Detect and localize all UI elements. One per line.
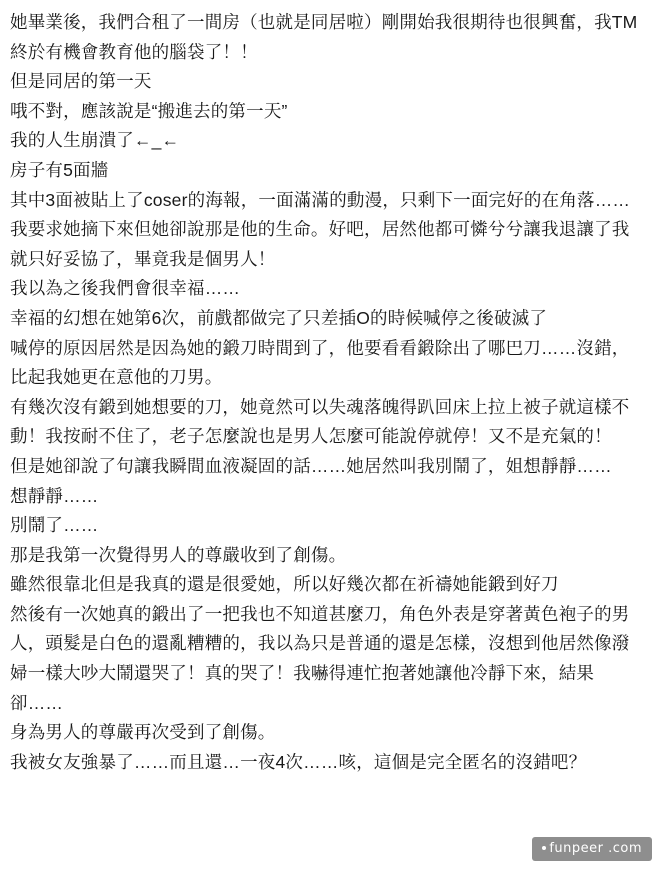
paragraph: 喊停的原因居然是因為她的鍛刀時間到了，他要看看鍛除出了哪巴刀……沒錯，比起我她更在意他的刀男。	[10, 337, 630, 388]
watermark-dot-icon	[542, 846, 546, 850]
paragraph: 雖然很靠北但是我真的還是很愛她，所以好幾次都在祈禱她能鍛到好刀	[10, 574, 559, 595]
paragraph: 我以為之後我們會很幸福……	[10, 278, 241, 299]
paragraph: 那是我第一次覺得男人的尊嚴收到了創傷。	[10, 544, 347, 565]
paragraph: 我被女友強暴了……而且還…一夜4次……咳，這個是完全匿名的沒錯吧？	[10, 751, 587, 772]
paragraph: 我的人生崩潰了←_←	[10, 130, 180, 151]
paragraph: 別鬧了……	[10, 515, 99, 536]
paragraph: 然後有一次她真的鍛出了一把我也不知道甚麼刀，角色外表是穿著黃色袍子的男人，頭髮是白色的還亂糟糟的，我以為只是普通的還是怎樣，沒想到他居然像潑婦一樣大吵大鬧還哭了！真的哭了！我嚇得連忙抱著她讓他冷靜下來，結果卻……	[10, 603, 630, 713]
paragraph: 身為男人的尊嚴再次受到了創傷。	[10, 722, 276, 743]
paragraph: 但是同居的第一天	[10, 71, 152, 92]
paragraph: 想靜靜……	[10, 485, 99, 506]
paragraph: 她畢業後，我們合租了一間房（也就是同居啦）剛開始我很期待也很興奮，我TM終於有機會教育他的腦袋了！！	[10, 12, 638, 62]
paragraph: 有幾次沒有鍛到她想要的刀，她竟然可以失魂落魄得趴回床上拉上被子就這樣不動！我按耐不住了，老子怎麼說也是男人怎麼可能說停就停！又不是充氣的！	[10, 396, 630, 447]
watermark-badge	[532, 837, 652, 861]
paragraph: 但是她卻說了句讓我瞬間血液凝固的話……她居然叫我別鬧了，姐想靜靜……	[10, 455, 612, 476]
paragraph: 幸福的幻想在她第6次，前戲都做完了只差插O的時候喊停之後破滅了	[10, 307, 548, 328]
paragraph: 其中3面被貼上了coser的海報，一面滿滿的動漫，只剩下一面完好的在角落……	[10, 189, 631, 210]
paragraph: 我要求她摘下來但她卻說那是他的生命。好吧，居然他都可憐兮兮讓我退讓了我就只好妥協了，畢竟我是個男人！	[10, 219, 630, 269]
watermark-label: funpeer .com	[549, 841, 642, 856]
paragraph: 哦不對，應該說是“搬進去的第一天”	[10, 100, 288, 121]
paragraph: 房子有5面牆	[10, 159, 109, 180]
